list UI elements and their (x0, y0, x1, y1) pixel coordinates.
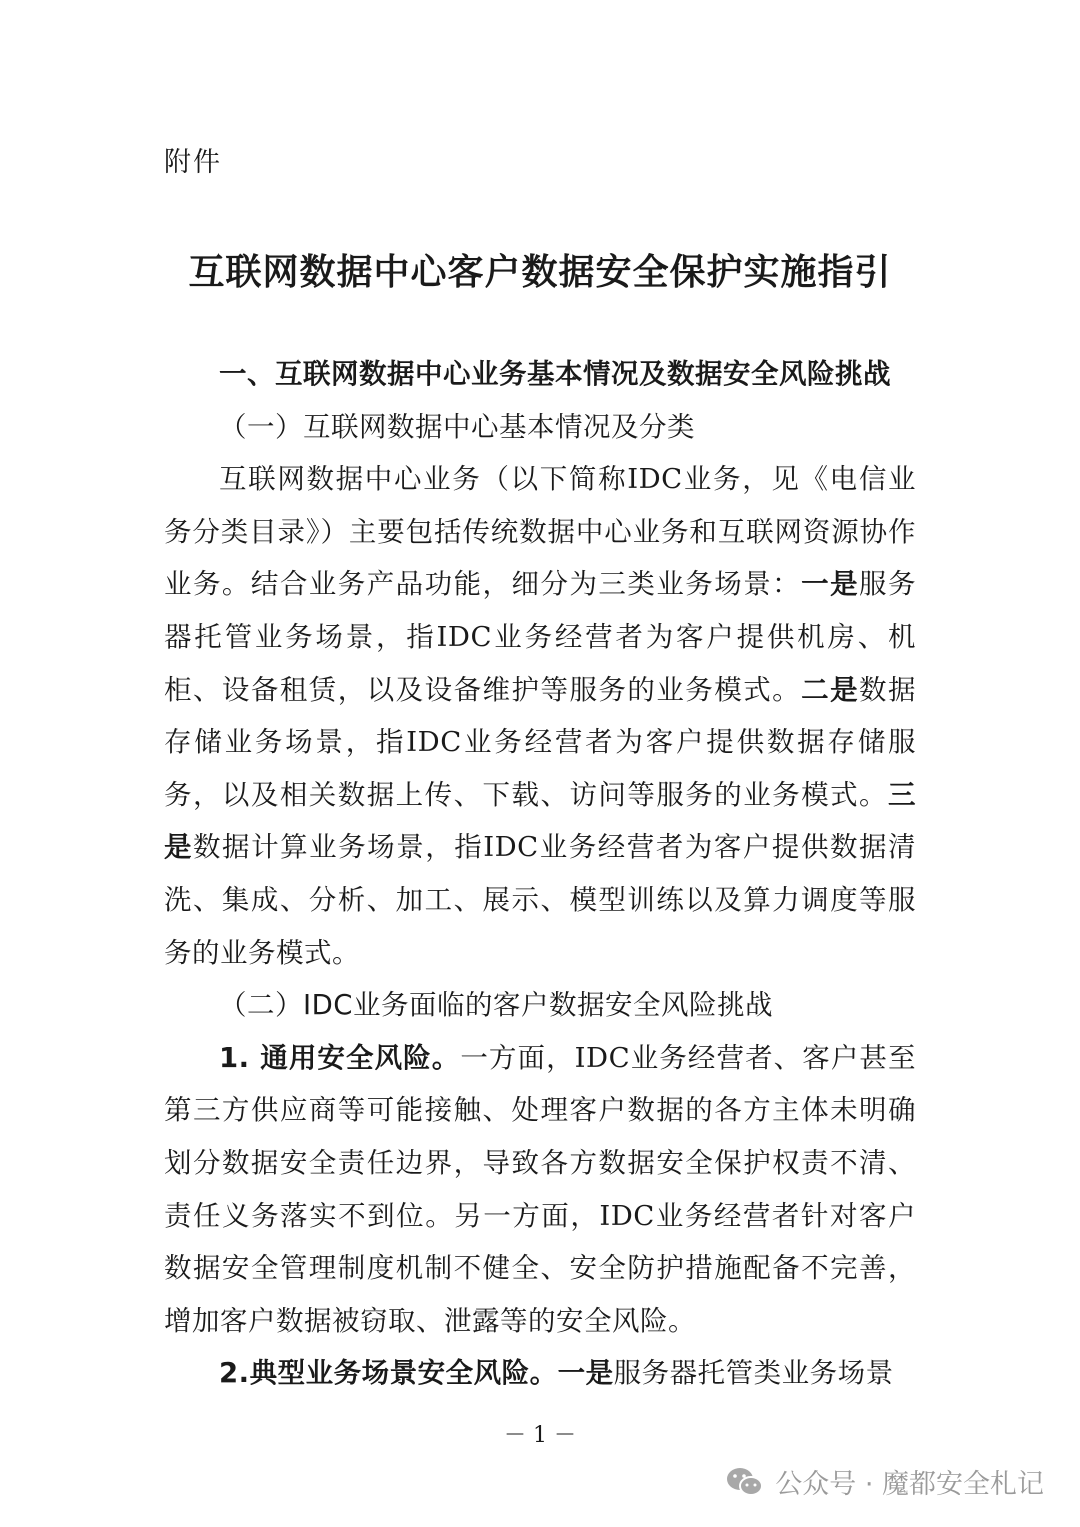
emphasis-text: 1. 通用安全风险。 (219, 1041, 461, 1074)
subsection-heading: （二）IDC业务面临的客户数据安全风险挑战 (219, 989, 773, 1022)
paragraph-text: 一方面，IDC业务经营者、客户甚至第三方供应商等可能接触、处理客户数据的各方主体未明确划分数据安全责任边界，导致各方数据安全保护权责不清、责任义务落实不到位。另一方面，IDC业务经营者针对客户数据安全管理制度机制不健全、安全防护措施配备不完善，增加客户数据被窃取、泄露等的安全风险。 (164, 1041, 916, 1337)
wechat-icon (725, 1465, 765, 1499)
paragraph-text: 服务器托管业务场景，指IDC业务经营者为客户提供机房、机柜、设备租赁，以及设备维护等服务的业务模式。 (164, 568, 917, 706)
section-heading: 一、互联网数据中心业务基本情况及数据安全风险挑战 (219, 358, 891, 390)
paragraph-text: 数据计算业务场景，指IDC业务经营者为客户提供数据清洗、集成、分析、加工、展示、模型训练以及算力调度等服务的业务模式。 (164, 831, 917, 969)
paragraph-text: 数据存储业务场景，指IDC业务经营者为客户提供数据存储服务，以及相关数据上传、下载、访问等服务的业务模式。 (164, 673, 917, 811)
watermark-text: 公众号 · 魔都安全札记 (775, 1469, 1044, 1500)
page-number: － 1 － (504, 1423, 576, 1448)
paragraph-text: 互联网数据中心业务（以下简称IDC业务，见《电信业务分类目录》）主要包括传统数据中心业务和互联网资源协作业务。结合业务产品功能，细分为三类业务场景： (164, 463, 916, 601)
emphasis-text: 二是 (801, 673, 860, 706)
paragraph (164, 1032, 916, 1348)
document-title: 互联网数据中心客户数据安全保护实施指引 (188, 252, 892, 293)
emphasis-text: 2.典型业务场景安全风险。 (219, 1357, 558, 1390)
attachment-label: 附件 (164, 147, 222, 178)
paragraph (164, 1347, 916, 1400)
emphasis-text: 三是 (164, 778, 916, 864)
emphasis-text: 一是 (557, 1357, 614, 1390)
document-body (164, 348, 916, 1400)
subsection-heading: （一）互联网数据中心基本情况及分类 (219, 410, 695, 443)
emphasis-text: 一是 (801, 568, 860, 601)
watermark (725, 1462, 1044, 1501)
paragraph-text: 服务器托管类业务场景 (613, 1357, 894, 1390)
paragraph (164, 453, 916, 979)
